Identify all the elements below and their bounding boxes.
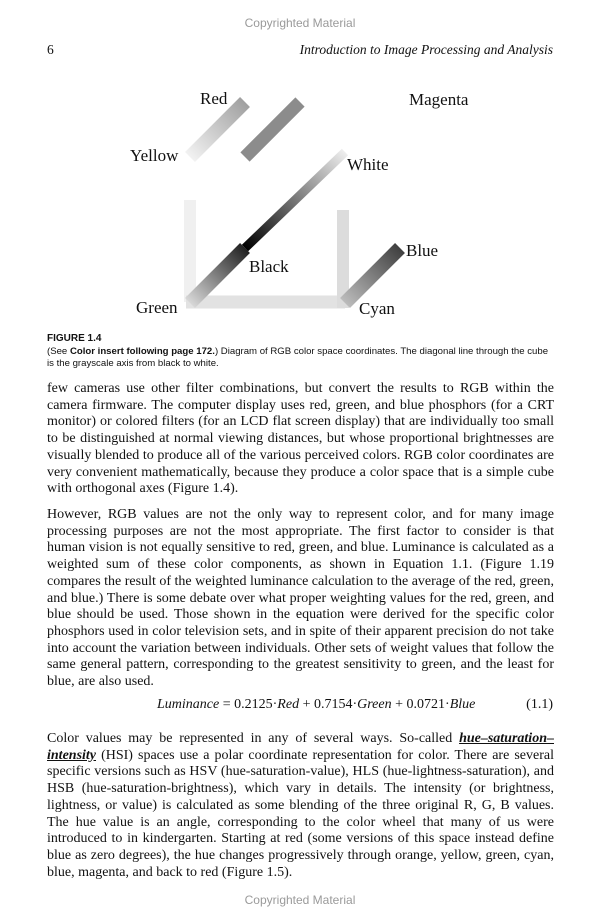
label-red: Red xyxy=(200,89,228,108)
hsi-term: hue–saturation–intensity xyxy=(47,731,554,763)
eq-v2: Green xyxy=(357,697,392,712)
eq-plus-2: + xyxy=(391,697,407,712)
eq-dot-1: · xyxy=(272,697,278,712)
watermark-bottom: Copyrighted Material xyxy=(244,893,356,907)
label-yellow: Yellow xyxy=(130,146,179,165)
label-white: White xyxy=(347,155,389,174)
edge-blue-cyan xyxy=(345,248,400,303)
label-blue: Blue xyxy=(406,241,439,260)
eq-equals: = xyxy=(219,697,235,712)
paragraph-1: few cameras use other filter combinations, but convert the results to RGB within the camera firmware. The computer display uses red, green, and blue phosphors (for a CRT monitor) or colored filters (for an LCD flat screen display) that are individually too small to be distinguished at normal viewing distances, but whose proportional brightnesses are visually blended to produce all of the various perceived colors. RGB color coordinates are very convenient mathematically, because they produce a color space that is a simple cube with orthogonal axes (Figure 1.4). xyxy=(47,381,554,497)
edge-red-yellow xyxy=(190,102,245,157)
caption-prefix: (See xyxy=(47,346,70,357)
watermark-top: Copyrighted Material xyxy=(244,16,356,30)
label-cyan: Cyan xyxy=(359,299,395,318)
page-number: 6 xyxy=(47,42,54,57)
para3-before: Color values may be represented in any of several ways. So-called xyxy=(47,731,460,746)
eq-plus-1: + xyxy=(299,697,314,712)
edge-magenta-white xyxy=(245,102,300,157)
para3-after: (HSI) spaces use a polar coordinate representation for color. There are several specific versions such as HSV (hue-saturation-value), HLS (hue-lightness-saturation), and HSB (hue-saturation-brightness), which vary in details. The intensity (or brightness, lightness, or value) is calculated as some blending of the three original R, G, B values. The hue value is an angle, corresponding to the color wheel that many of us were introduced to in kindergarten. Starting at red (some versions of this space instead define blue as zero degrees), the hue changes progressively through orange, yellow, green, cyan, blue, magenta, and back to red (Figure 1.5). xyxy=(47,747,554,880)
paragraph-3 xyxy=(47,731,554,881)
figure-label: FIGURE 1.4 xyxy=(47,333,102,344)
label-magenta: Magenta xyxy=(409,90,469,109)
grayscale-diagonal xyxy=(245,152,345,248)
caption-rest: ) Diagram of RGB color space coordinates. The diagonal line through the cube is the grayscale axis from black to white. xyxy=(47,346,549,369)
edge-black-green xyxy=(190,248,245,303)
eq-dot-3: · xyxy=(445,697,450,712)
eq-c3: 0.0721 xyxy=(406,697,446,712)
paragraph-2: However, RGB values are not the only way to represent color, and for many image processing purposes are not the most appropriate. The first factor to consider is that human vision is not equally sensitive to red, green, and blue. Luminance is calculated as a weighted sum of these color components, as shown in Equation 1.1. (Figure 1.19 compares the result of the weighted luminance calculation to the average of the red, green, and blue.) There is some debate over what proper weighting values for the red, green, and blue should be used. Those shown in the equation were derived for the specific color phosphors used in color television sets, and in spite of their apparent precision do not take into account the variation between individuals. Other sets of weight values that follow the same general pattern, corresponding to the greatest sensitivity to green, and the least for blue, are also used. xyxy=(47,507,554,690)
eq-c2: 0.7154 xyxy=(313,697,353,712)
figure-caption xyxy=(47,346,554,370)
equation-luminance xyxy=(157,697,475,713)
eq-dot-2: · xyxy=(352,697,358,712)
eq-v1: Red xyxy=(277,697,300,712)
caption-bold: Color insert following page 172. xyxy=(69,346,215,357)
eq-c1: 0.2125 xyxy=(234,697,273,712)
label-green: Green xyxy=(136,298,178,317)
running-head: Introduction to Image Processing and Analysis xyxy=(299,42,553,57)
label-black: Black xyxy=(249,257,289,276)
eq-v3: Blue xyxy=(449,697,476,712)
eq-lhs: Luminance xyxy=(157,697,220,712)
equation-number: (1.1) xyxy=(526,697,553,712)
rgb-cube-figure xyxy=(0,60,600,330)
